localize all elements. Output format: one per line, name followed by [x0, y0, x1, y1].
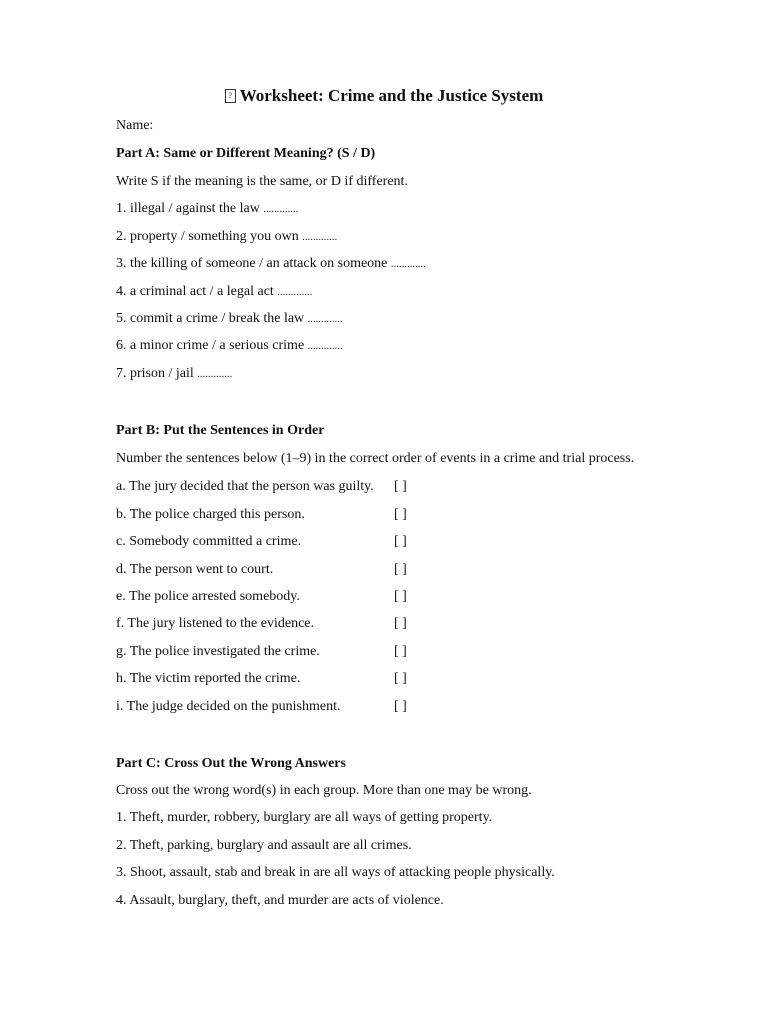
order-bracket: [ ]	[394, 699, 407, 714]
order-bracket: [ ]	[394, 671, 407, 686]
part-b-instruction: Number the sentences below (1–9) in the correct order of events in a crime and trial process.	[116, 451, 635, 466]
part-b-item-text: d. The person went to court.	[116, 562, 274, 577]
checkbox-glyph-icon: ?	[225, 89, 236, 103]
part-a-item-text: 7. prison / jail	[116, 366, 194, 381]
part-c-item: 4. Assault, burglary, theft, and murder are acts of violence.	[116, 893, 444, 908]
part-a-item-text: 4. a criminal act / a legal act	[116, 284, 274, 299]
order-bracket: [ ]	[394, 589, 407, 604]
order-bracket: [ ]	[394, 507, 407, 522]
order-bracket: [ ]	[394, 562, 407, 577]
part-b-item-text: c. Somebody committed a crime.	[116, 534, 302, 549]
name-label: Name:	[116, 118, 154, 133]
part-c-item: 3. Shoot, assault, stab and break in are all ways of attacking people physically.	[116, 865, 555, 880]
answer-blank: .............	[197, 369, 233, 380]
order-bracket: [ ]	[394, 616, 407, 631]
answer-blank: .............	[307, 314, 343, 325]
worksheet-title	[0, 86, 768, 106]
part-a-item	[116, 366, 232, 382]
part-a-item-text: 5. commit a crime / break the law	[116, 311, 305, 326]
part-a-instruction: Write S if the meaning is the same, or D if different.	[116, 174, 408, 189]
part-c-item: 1. Theft, murder, robbery, burglary are all ways of getting property.	[116, 810, 493, 825]
part-c-item: 2. Theft, parking, burglary and assault are all crimes.	[116, 838, 412, 853]
answer-blank: .............	[263, 204, 299, 215]
part-c-heading: Part C: Cross Out the Wrong Answers	[116, 756, 346, 771]
answer-blank: .............	[302, 232, 338, 243]
part-a-item-text: 1. illegal / against the law	[116, 201, 260, 216]
worksheet-title-text: Worksheet: Crime and the Justice System	[239, 86, 544, 105]
order-bracket: [ ]	[394, 479, 407, 494]
answer-blank: .............	[277, 287, 313, 298]
part-a-heading: Part A: Same or Different Meaning? (S / D)	[116, 146, 376, 161]
part-a-item-text: 2. property / something you own	[116, 229, 299, 244]
part-a-item	[116, 229, 337, 245]
answer-blank: .............	[390, 259, 426, 270]
part-b-item-text: h. The victim reported the crime.	[116, 671, 301, 686]
part-b-item-text: a. The jury decided that the person was guilty.	[116, 479, 374, 494]
answer-blank: .............	[307, 341, 343, 352]
part-a-item	[116, 256, 426, 272]
part-b-item-text: i. The judge decided on the punishment.	[116, 699, 341, 714]
part-a-item	[116, 311, 343, 327]
part-b-item-text: e. The police arrested somebody.	[116, 589, 300, 604]
part-b-item-text: f. The jury listened to the evidence.	[116, 616, 315, 631]
part-a-item-text: 6. a minor crime / a serious crime	[116, 338, 305, 353]
part-a-item	[116, 201, 298, 217]
part-b-heading: Part B: Put the Sentences in Order	[116, 423, 325, 438]
part-a-item	[116, 338, 343, 354]
part-a-item	[116, 284, 312, 300]
part-b-item-text: b. The police charged this person.	[116, 507, 305, 522]
order-bracket: [ ]	[394, 644, 407, 659]
order-bracket: [ ]	[394, 534, 407, 549]
part-a-item-text: 3. the killing of someone / an attack on someone	[116, 256, 388, 271]
part-b-item-text: g. The police investigated the crime.	[116, 644, 320, 659]
part-c-instruction: Cross out the wrong word(s) in each group. More than one may be wrong.	[116, 783, 532, 798]
